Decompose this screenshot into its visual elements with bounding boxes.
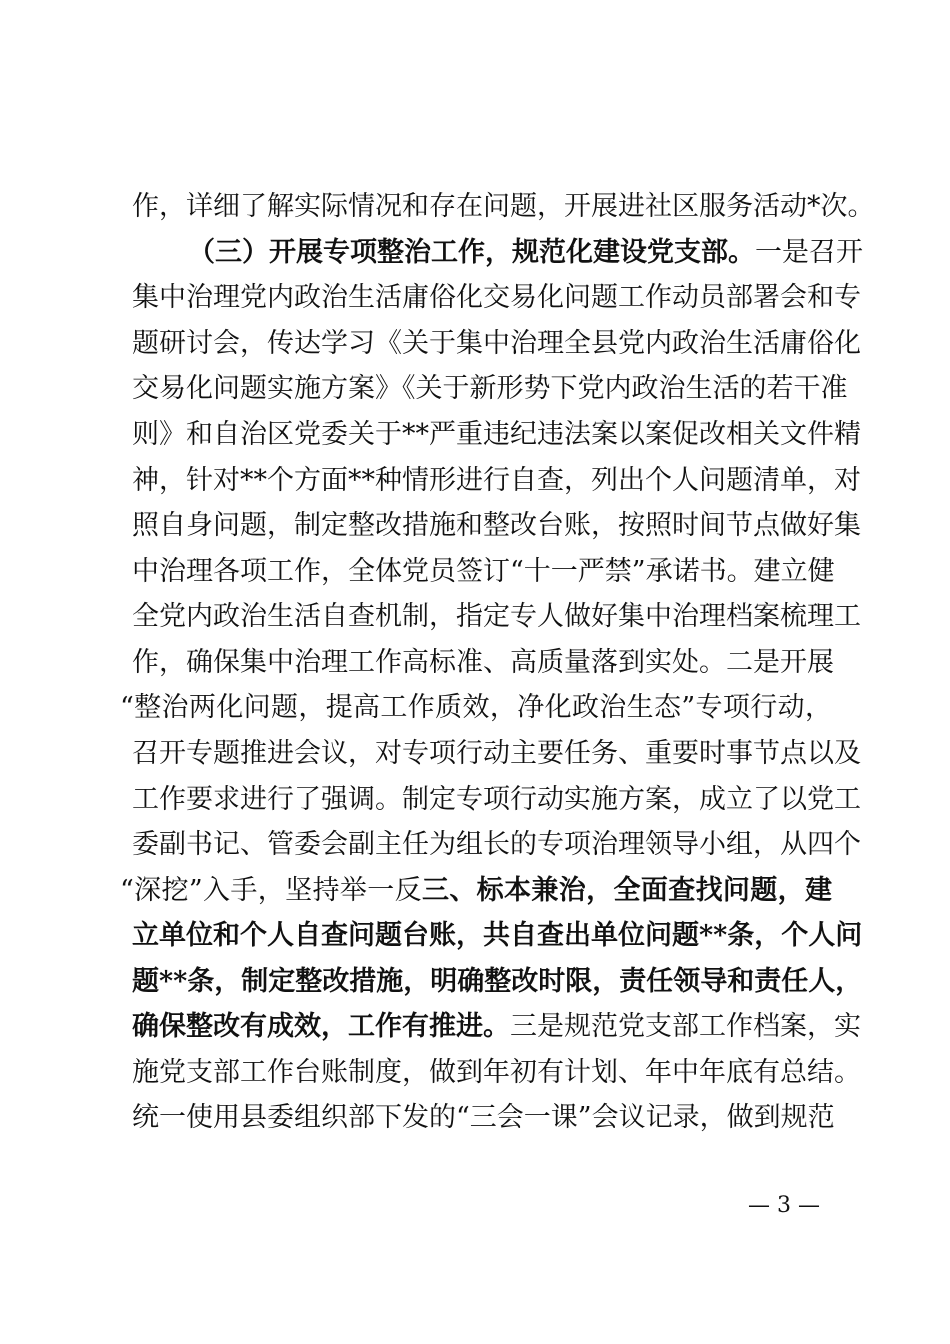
section-heading: （三）开展专项整治工作，规范化建设党支部。 [188,237,755,268]
text-line [132,597,861,637]
text-line [120,871,832,911]
line-text: 作，确保集中治理工作高标准、高质量落到实处。二是开展 [132,647,834,678]
line-text: 召开专题推进会议，对专项行动主要任务、重要时事节点以及 [132,738,861,769]
line-text: 中治理各项工作，全体党员签订“十一严禁”承诺书。建立健 [132,556,835,587]
text-line [132,734,861,774]
bold-text: 三、标本兼治，全面查找问题，建 [421,875,833,906]
text-line [132,825,861,865]
text-line [132,916,863,956]
text-line [132,643,832,683]
line-text: 则》和自治区党委关于**严重违纪违法案以案促改相关文件精 [132,419,861,450]
text-line [132,187,875,227]
text-line [132,506,861,546]
text-line [132,324,861,364]
line-text: 工作要求进行了强调。制定专项行动实施方案，成立了以党工 [132,784,861,815]
text-line [132,415,861,455]
line-text: 三是规范党支部工作档案，实 [510,1011,861,1042]
line-text: 集中治理党内政治生活庸俗化交易化问题工作动员部署会和专 [132,282,861,313]
line-text: 题研讨会，传达学习《关于集中治理全县党内政治生活庸俗化 [132,328,861,359]
line-text: 一是召开 [755,237,863,268]
text-line [132,1053,861,1093]
text-line [132,1098,835,1138]
line-text: 全党内政治生活自查机制，指定专人做好集中治理档案梳理工 [132,601,861,632]
text-line [188,233,863,273]
bold-text: 题**条，制定整改措施，明确整改时限，责任领导和责任人， [132,966,863,997]
line-text: 作，详细了解实际情况和存在问题，开展进社区服务活动*次。 [132,191,875,222]
bold-text: 确保整改有成效，工作有推进。 [132,1011,510,1042]
line-text: 照自身问题，制定整改措施和整改台账，按照时间节点做好集 [132,510,861,541]
bold-text: 立单位和个人自查问题台账，共自查出单位问题**条，个人问 [132,920,863,951]
line-text: 神，针对**个方面**种情形进行自查，列出个人问题清单，对 [132,465,861,496]
text-line [132,1007,861,1047]
text-line [132,552,835,592]
line-text: “深挖”入手，坚持举一反 [120,875,422,906]
text-line [132,780,861,820]
text-line [132,278,861,318]
text-line [132,461,861,501]
page-number: — 3 — [748,1193,820,1218]
text-line [120,688,832,728]
text-line [132,369,848,409]
line-text: 委副书记、管委会副主任为组长的专项治理领导小组，从四个 [132,829,861,860]
line-text: 统一使用县委组织部下发的“三会一课”会议记录，做到规范 [132,1102,835,1133]
line-text: “整治两化问题，提高工作质效，净化政治生态”专项行动， [120,692,832,723]
line-text: 施党支部工作台账制度，做到年初有计划、年中年底有总结。 [132,1057,861,1088]
line-text: 交易化问题实施方案》《关于新形势下党内政治生活的若干准 [132,373,848,404]
text-line [132,962,863,1002]
